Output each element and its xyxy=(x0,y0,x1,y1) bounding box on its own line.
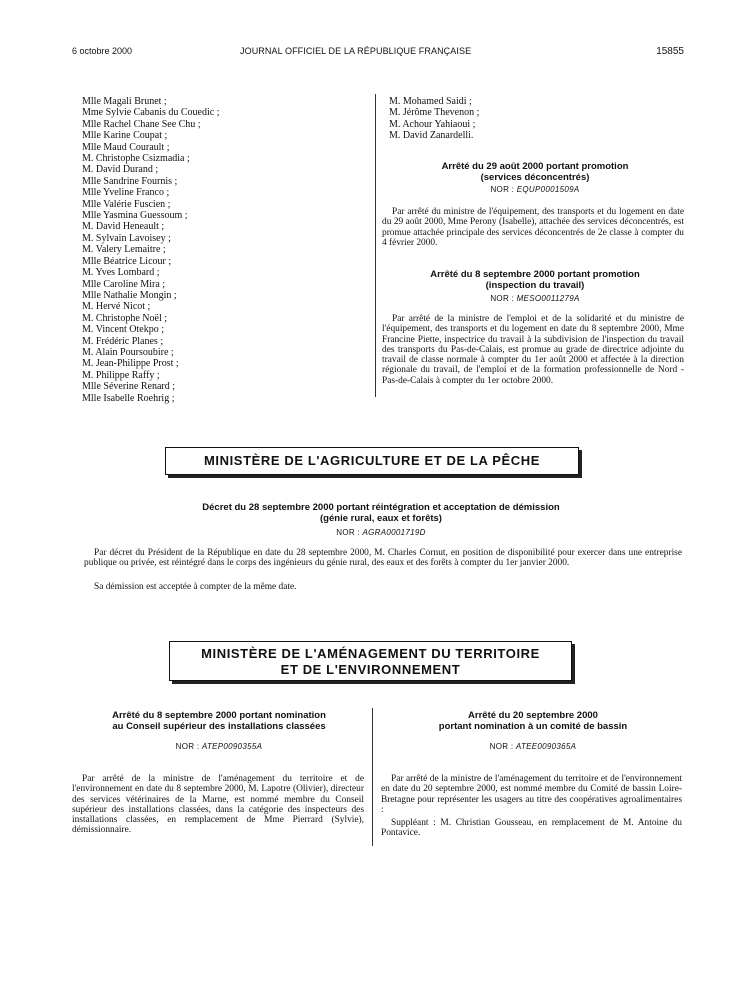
left-name-list-item: M. Vincent Otekpo ; xyxy=(82,324,164,336)
left-name-list-item: M. Christophe Csizmadia ; xyxy=(82,153,190,165)
arrete-4-body-1: Par arrêté de la ministre de l'aménagement du territoire et de l'environnement en date du 20 septembre 2000, est nommé membre du Comité de bassin Loire-Bretagne pour représenter les usagers au titre des coopératives agroalimentaires : xyxy=(381,774,682,815)
left-name-list-item: Mlle Valérie Fuscien ; xyxy=(82,198,171,210)
right-name-list-item: M. Jérôme Thevenon ; xyxy=(389,107,480,119)
ministry-environment-title-line-2: ET DE L'ENVIRONNEMENT xyxy=(280,662,461,677)
left-name-list-item: M. Yves Lombard ; xyxy=(82,267,160,279)
arrete-4-title xyxy=(380,710,686,732)
header-journal-title: JOURNAL OFFICIEL DE LA RÉPUBLIQUE FRANÇAISE xyxy=(240,46,472,56)
right-name-list xyxy=(389,96,679,142)
right-name-list-item: M. Achour Yahiaoui ; xyxy=(389,118,476,130)
page-header xyxy=(72,46,684,60)
arrete-2-title xyxy=(383,269,687,291)
left-name-list-item: Mlle Isabelle Roehrig ; xyxy=(82,392,175,404)
left-name-list-item: M. Frédéric Planes ; xyxy=(82,335,164,347)
ministry-agriculture-title: MINISTÈRE DE L'AGRICULTURE ET DE LA PÊCHE xyxy=(203,453,541,468)
left-name-list-item: M. Sylvain Lavoisey ; xyxy=(82,232,171,244)
arrete-3-body: Par arrêté de la ministre de l'aménagement du territoire et de l'environnement en date du 8 septembre 2000, M. Lapotre (Olivier), directeur des services vétérinaires de la Marne, est nommé membre du Conseil supérieur des installations classées, dans la catégorie des inspecteurs des installations classées, en remplacement de Mme Pierrard (Sylvie), démissionnaire. xyxy=(72,774,364,836)
left-name-list-item: M. Christophe Noël ; xyxy=(82,312,167,324)
arrete-4-body-2: Suppléant : M. Christian Gousseau, en remplacement de M. Antoine du Pontavice. xyxy=(381,818,682,839)
ministry-agriculture-banner xyxy=(165,447,579,475)
left-name-list-item: M. Philippe Raffy ; xyxy=(82,369,160,381)
left-name-list-item: Mlle Rachel Chane See Chu ; xyxy=(82,118,201,130)
left-name-list-item: Mlle Yveline Franco ; xyxy=(82,187,170,199)
arrete-1-title-line-2: (services déconcentrés) xyxy=(480,172,590,183)
arrete-1-title-line-1: Arrêté du 29 août 2000 portant promotion xyxy=(441,161,629,172)
arrete-4-title-line-2: portant nomination à un comité de bassin xyxy=(438,721,628,732)
left-name-list-item: M. Hervé Nicot ; xyxy=(82,301,151,313)
arrete-2-body: Par arrêté de la ministre de l'emploi et de la solidarité et du ministre de l'équipement, des transports et du logement en date du 8 septembre 2000, Mme Francine Piette, inspectrice du travail à la subdivision de l'inspection du travail des transports du Pas-de-Calais, est promue au grade de directrice adjointe du travail de classe normale à compter du 1er août 2000 et affectée à la direction régionale du travail, de l'emploi et de la formation professionnelle de Nord - Pas-de-Calais à compter du 1er octobre 2000. xyxy=(382,314,684,386)
arrete-3-nor-code: ATEP0090355A xyxy=(201,742,263,751)
arrete-4-nor-code: ATEE0090365A xyxy=(515,742,577,751)
arrete-1-nor xyxy=(383,185,687,194)
left-name-list-item: Mlle Maud Courault ; xyxy=(82,141,170,153)
header-date: 6 octobre 2000 xyxy=(72,46,133,56)
column-divider-top xyxy=(375,94,376,397)
left-name-list-item: Mlle Sandrine Fournis ; xyxy=(82,175,178,187)
arrete-3-nor-label: NOR : xyxy=(175,742,202,751)
left-name-list-item: M. Valery Lemaitre ; xyxy=(82,244,166,256)
left-name-list-item: Mlle Séverine Renard ; xyxy=(82,381,176,393)
right-name-list-item: M. Mohamed Saidi ; xyxy=(389,96,472,107)
arrete-2-nor xyxy=(383,294,687,303)
left-name-list-item: M. Jean-Philippe Prost ; xyxy=(82,358,179,370)
left-name-list-item: Mme Sylvie Cabanis du Couedic ; xyxy=(82,107,220,119)
left-name-list-item: Mlle Magali Brunet ; xyxy=(82,96,167,107)
arrete-1-title xyxy=(383,161,687,183)
arrete-2-nor-label: NOR : xyxy=(490,294,517,303)
left-name-list-item: M. David Durand ; xyxy=(82,164,159,176)
decret-nor-label: NOR : xyxy=(336,528,363,537)
left-name-list-item: M. David Heneault ; xyxy=(82,221,165,233)
left-name-list-item: Mlle Karine Coupat ; xyxy=(82,130,168,142)
arrete-3-title-line-2: au Conseil supérieur des installations classées xyxy=(112,721,326,732)
left-name-list-item: M. Alain Poursoubire ; xyxy=(82,346,174,358)
decret-body-2: Sa démission est acceptée à compter de la même date. xyxy=(94,582,297,592)
right-name-list-item: M. David Zanardelli. xyxy=(389,130,474,142)
arrete-4-nor-label: NOR : xyxy=(489,742,516,751)
arrete-1-nor-label: NOR : xyxy=(490,185,517,194)
decret-nor-code: AGRA0001719D xyxy=(362,528,426,537)
decret-title xyxy=(82,502,680,524)
left-name-list xyxy=(82,96,367,404)
arrete-3-title xyxy=(70,710,368,732)
decret-nor xyxy=(82,528,680,537)
column-divider-bottom xyxy=(372,708,373,846)
left-name-list-item: Mlle Caroline Mira ; xyxy=(82,278,166,290)
arrete-2-title-line-1: Arrêté du 8 septembre 2000 portant promotion xyxy=(430,269,640,280)
left-name-list-item: Mlle Nathalie Mongin ; xyxy=(82,289,177,301)
arrete-2-title-line-2: (inspection du travail) xyxy=(485,280,585,291)
arrete-3-nor xyxy=(70,742,368,751)
arrete-4-nor xyxy=(380,742,686,751)
header-page-number: 15855 xyxy=(656,46,684,57)
left-name-list-item: Mlle Yasmina Guessoum ; xyxy=(82,210,188,222)
decret-body-1: Par décret du Président de la République en date du 28 septembre 2000, M. Charles Cornut, en position de disponibilité pour exercer dans une entreprise publique ou privée, est réintégré dans le corps des ingénieurs du génie rural, des eaux et des forêts à compter du 1er janvier 2000. xyxy=(84,548,682,569)
left-name-list-item: Mlle Béatrice Licour ; xyxy=(82,255,172,267)
decret-title-line-1: Décret du 28 septembre 2000 portant réintégration et acceptation de démission xyxy=(202,502,560,513)
arrete-4-title-line-1: Arrêté du 20 septembre 2000 xyxy=(468,710,598,721)
arrete-1-nor-code: EQUP0001509A xyxy=(516,185,580,194)
arrete-1-body: Par arrêté du ministre de l'équipement, des transports et du logement en date du 29 août 2000, Mme Perony (Isabelle), attachée des services déconcentrés, est promue attachée principale des services déconcentrés de 2e classe à compter du 4 février 2000. xyxy=(382,207,684,248)
arrete-3-title-line-1: Arrêté du 8 septembre 2000 portant nomination xyxy=(112,710,326,721)
ministry-environment-banner xyxy=(169,641,572,681)
ministry-environment-title-line-1: MINISTÈRE DE L'AMÉNAGEMENT DU TERRITOIRE xyxy=(201,646,540,661)
arrete-2-nor-code: MESO0011279A xyxy=(516,294,580,303)
decret-title-line-2: (génie rural, eaux et forêts) xyxy=(320,513,442,524)
